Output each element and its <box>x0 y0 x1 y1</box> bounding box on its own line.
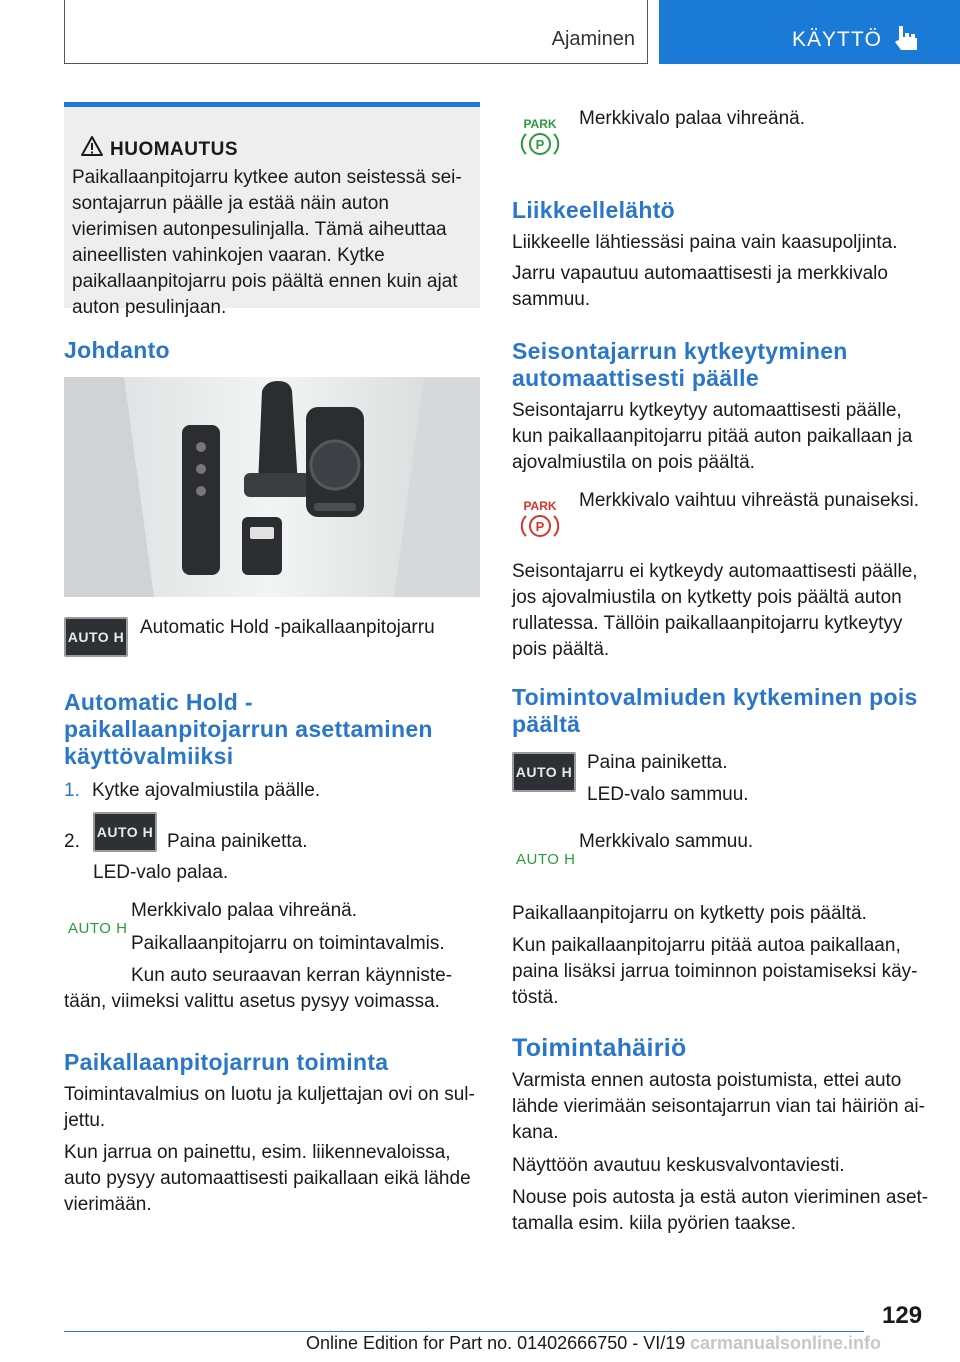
fault-paragraph-2: Näyttöön avautuu keskusvalvontaviesti. <box>512 1155 845 1176</box>
heading-off-line2: päältä <box>512 711 581 737</box>
press-text: Paina painiketta. <box>587 752 728 773</box>
list-item-step2-text: Paina painiketta. <box>167 831 308 852</box>
heading-setting-line3: käyttövalmiiksi <box>64 743 234 769</box>
list-item-step1 <box>64 778 320 804</box>
hand-pointer-icon <box>891 24 921 54</box>
restart-text-line2: tään, viimeksi valittu asetus pysyy voimassa. <box>64 991 440 1012</box>
footer-edition: Online Edition for Part no. 01402666750 - VI/19 <box>306 1333 686 1353</box>
auto-h-button-icon[interactable]: AUTO H <box>93 812 157 852</box>
park-green-text: Merkkivalo palaa vihreänä. <box>579 108 806 129</box>
heading-function: Paikallaanpitojarrun toiminta <box>64 1049 389 1075</box>
warning-title: HUOMAUTUS <box>110 139 238 160</box>
heading-fault: Toimintahäiriö <box>512 1034 687 1062</box>
fault-paragraph-1: Varmista ennen autosta poistumista, ettei auto lähde vierimään seisontajarrun vian tai häiriön ai-kana. <box>512 1070 925 1143</box>
heading-auto-line2: automaattisesti päälle <box>512 365 759 391</box>
heading-start: Liikkeellelähtö <box>512 197 676 223</box>
center-console-illustration <box>64 377 480 597</box>
heading-off-line1: Toimintovalmiuden kytkeminen pois <box>512 684 918 710</box>
step-number: 1. <box>64 780 80 801</box>
park-indicator-green-icon <box>520 116 560 158</box>
led-on-text: LED-valo palaa. <box>93 862 229 883</box>
park-indicator-red-icon <box>520 498 560 540</box>
heading-auto-line1: Seisontajarrun kytkeytyminen <box>512 338 848 364</box>
auto-h-indicator-icon: AUTO H <box>516 851 576 868</box>
auto-h-button-icon[interactable]: AUTO H <box>64 617 128 657</box>
restart-text-line1: Kun auto seuraavan kerran käynniste- <box>131 965 453 986</box>
park-red-text: Merkkivalo vaihtuu vihreästä punaiseksi. <box>579 490 920 511</box>
function-paragraph-2: Kun jarrua on painettu, esim. liikennevaloissa, auto pysyy automaattisesti paikallaan eikä lähde vierimään. <box>64 1142 471 1215</box>
svg-text:P: P <box>535 519 545 534</box>
page-number: 129 <box>882 1302 923 1329</box>
step-text: Kytke ajovalmiustila päälle. <box>92 780 321 801</box>
header-section-box <box>64 0 648 64</box>
start-paragraph-2: Jarru vapautuu automaattisesti ja merkkivalo sammuu. <box>512 263 888 310</box>
svg-text:PARK: PARK <box>523 499 557 513</box>
warning-text: Paikallaanpitojarru kytkee auton seistessä sei-sontajarrun päälle ja estää näin auton vierimisen autonpesulinjalla. Tämä aiheuttaa aineellisten vahinkojen vaaran. Kytke paikallaanpitojarru pois päältä ennen kuin ajat auton pesulinjaan. <box>72 167 462 318</box>
off-paragraph-2: Kun paikallaanpitojarru pitää autoa paikallaan, paina lisäksi jarrua toiminnon poistamiseksi käy-töstä. <box>512 935 918 1008</box>
footer-divider <box>64 1331 864 1332</box>
led-off-text: LED-valo sammuu. <box>587 784 749 805</box>
list-item-step2-number: 2. <box>64 831 80 852</box>
warning-box <box>64 102 480 318</box>
heading-setting-line2: paikallaanpitojarrun asettaminen <box>64 716 433 742</box>
ready-text: Paikallaanpitojarru on toimintavalmis. <box>131 933 445 954</box>
auto-h-button-icon[interactable]: AUTO H <box>512 752 576 792</box>
lamp-off-text: Merkkivalo sammuu. <box>579 831 754 852</box>
button-caption: Automatic Hold -paikallaanpitojarru <box>140 617 435 638</box>
header-chapter-tab[interactable] <box>659 0 960 64</box>
heading-intro: Johdanto <box>64 337 170 363</box>
off-paragraph-1: Paikallaanpitojarru on kytketty pois päältä. <box>512 903 867 924</box>
chapter-title: KÄYTTÖ <box>792 28 883 51</box>
watermark: carmanualsonline.info <box>690 1333 882 1353</box>
heading-setting-line1: Automatic Hold - <box>64 689 253 715</box>
auto-paragraph-1: Seisontajarru kytkeytyy automaattisesti päälle, kun paikallaanpitojarru pitää auton paikallaan ja ajovalmiustila on pois päältä. <box>512 400 913 473</box>
svg-text:PARK: PARK <box>523 117 557 131</box>
svg-text:P: P <box>535 137 545 152</box>
console-photo <box>64 377 480 597</box>
function-paragraph-1: Toimintavalmius on luotu ja kuljettajan ovi on sul-jettu. <box>64 1084 475 1131</box>
auto-paragraph-2: Seisontajarru ei kytkeydy automaattisesti päälle, jos ajovalmiustila on kytketty pois päältä auton rullatessa. Tällöin paikallaanpitojarru kytkeytyy pois päältä. <box>512 561 918 660</box>
lamp-green-text: Merkkivalo palaa vihreänä. <box>131 900 358 921</box>
auto-h-indicator-green-icon: AUTO H <box>68 920 128 937</box>
warning-triangle-icon <box>80 135 104 157</box>
start-paragraph-1: Liikkeelle lähtiessäsi paina vain kaasupoljinta. <box>512 232 898 253</box>
fault-paragraph-3: Nouse pois autosta ja estä auton vieriminen aset-tamalla esim. kiila pyörien taakse. <box>512 1187 929 1234</box>
section-title: Ajaminen <box>551 28 635 50</box>
